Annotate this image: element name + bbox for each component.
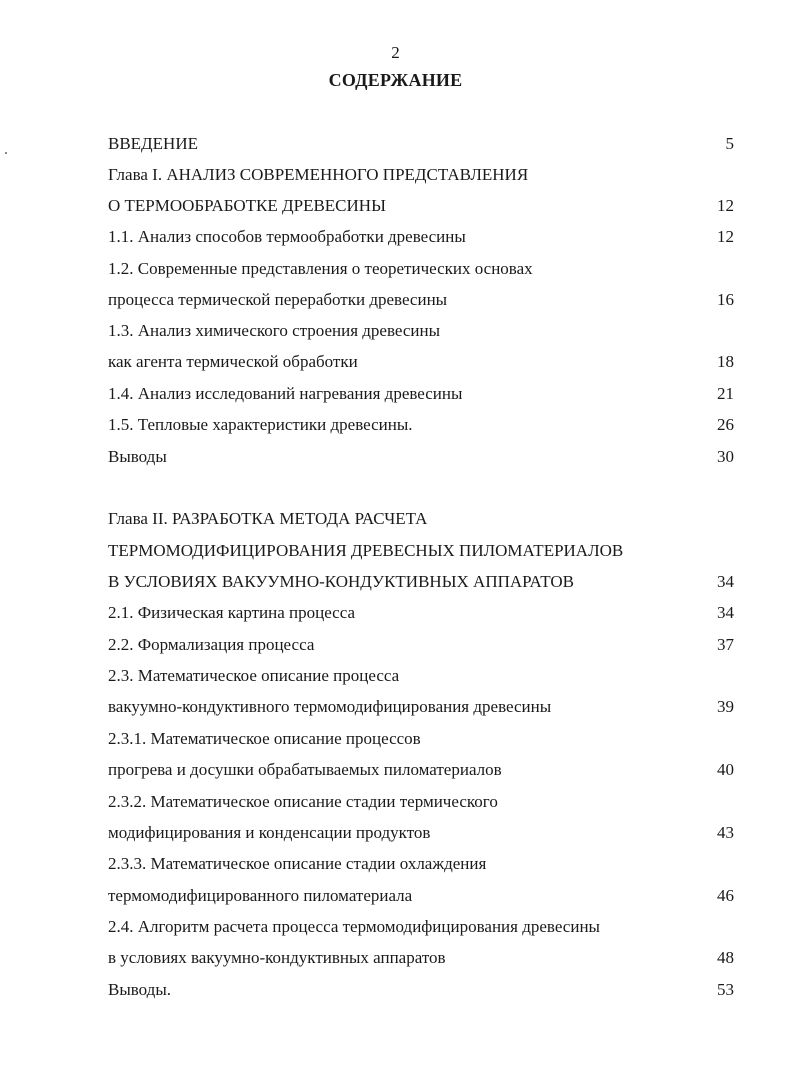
toc-entry-text: вакуумно-кондуктивного термомодифицирования древесины: [108, 697, 552, 716]
toc-entry-text: 2.3.2. Математическое описание стадии термического: [108, 792, 498, 811]
toc-entry-text: 2.3. Математическое описание процесса: [108, 666, 400, 685]
toc-entry-conclusions-2: [108, 978, 734, 1002]
toc-entry-page: 48: [717, 948, 734, 967]
toc-entry-1-2-cont: [108, 288, 734, 312]
toc-entry-2-3-2-cont: [108, 821, 734, 845]
toc-entry-text: 1.4. Анализ исследований нагревания древесины: [108, 384, 463, 403]
toc-entry-2-3-1-cont: [108, 758, 734, 782]
toc-entry-text: 1.5. Тепловые характеристики древесины.: [108, 415, 413, 434]
toc-entry-2-3-3: [108, 852, 734, 876]
toc-entry-text: как агента термической обработки: [108, 352, 358, 371]
toc-entry-text: ВВЕДЕНИЕ: [108, 134, 198, 153]
toc-entry-chapter-1-cont: [108, 194, 734, 218]
toc-entry-2-4-cont: [108, 946, 734, 970]
toc-entry-2-3-1: [108, 727, 734, 751]
toc-entry-text: Выводы.: [108, 980, 172, 999]
toc-entry-chapter-2: [108, 507, 734, 531]
toc-entry-text: процесса термической переработки древесины: [108, 290, 448, 309]
toc-entry-page: 37: [717, 635, 734, 654]
toc-entry-page: 43: [717, 823, 734, 842]
toc-entry-text: модифицирования и конденсации продуктов: [108, 823, 431, 842]
toc-entry-chapter-2-cont: [108, 539, 734, 563]
toc-entry-text: 2.1. Физическая картина процесса: [108, 603, 356, 622]
toc-entry-text: О ТЕРМООБРАБОТКЕ ДРЕВЕСИНЫ: [108, 196, 386, 215]
page-number: 2: [391, 43, 400, 62]
toc-entry-1-1: [108, 225, 734, 249]
toc-entry-2-3-3-cont: [108, 884, 734, 908]
toc-entry-text: Глава I. АНАЛИЗ СОВРЕМЕННОГО ПРЕДСТАВЛЕНИЯ: [108, 165, 529, 184]
toc-entry-page: 39: [717, 697, 734, 716]
toc-entry-page: 40: [717, 760, 734, 779]
toc-entry-text: Глава II. РАЗРАБОТКА МЕТОДА РАСЧЕТА: [108, 509, 428, 528]
toc-entry-text: Выводы: [108, 447, 167, 466]
toc-entry-1-3-cont: [108, 350, 734, 374]
toc-entry-page: 16: [717, 290, 734, 309]
toc-entry-page: 18: [717, 352, 734, 371]
toc-entry-text: 2.2. Формализация процесса: [108, 635, 315, 654]
toc-entry-2-3-cont: [108, 695, 734, 719]
toc-entry-text: термомодифицированного пиломатериала: [108, 886, 413, 905]
toc-entry-page: 12: [717, 227, 734, 246]
scan-speck: [5, 152, 7, 154]
toc-entry-text: В УСЛОВИЯХ ВАКУУМНО-КОНДУКТИВНЫХ АППАРАТОВ: [108, 572, 574, 591]
toc-entry-text: 1.1. Анализ способов термообработки древесины: [108, 227, 466, 246]
toc-entry-2-2: [108, 633, 734, 657]
toc-entry-page: 30: [717, 447, 734, 466]
toc-entry-1-2: [108, 257, 734, 281]
toc-entry-page: 46: [717, 886, 734, 905]
toc-entry-text: ТЕРМОМОДИФИЦИРОВАНИЯ ДРЕВЕСНЫХ ПИЛОМАТЕРИАЛОВ: [108, 541, 624, 560]
toc-entry-text: прогрева и досушки обрабатываемых пиломатериалов: [108, 760, 502, 779]
toc-entry-text: 2.4. Алгоритм расчета процесса термомодифицирования древесины: [108, 917, 600, 936]
toc-entry-1-4: [108, 382, 734, 406]
toc-entry-page: 34: [717, 572, 734, 591]
toc-entry-1-3: [108, 319, 734, 343]
toc-entry-2-3-2: [108, 790, 734, 814]
toc-entry-text: 2.3.1. Математическое описание процессов: [108, 729, 421, 748]
toc-entry-introduction: [108, 132, 734, 156]
toc-entry-2-3: [108, 664, 734, 688]
page-title: СОДЕРЖАНИЕ: [328, 70, 463, 90]
toc-entry-page: 12: [717, 196, 734, 215]
toc-entry-text: 2.3.3. Математическое описание стадии охлаждения: [108, 854, 487, 873]
toc-entry-page: 53: [717, 980, 734, 999]
toc-entry-text: в условиях вакуумно-кондуктивных аппаратов: [108, 948, 446, 967]
toc-entry-page: 26: [717, 415, 734, 434]
toc-entry-page: 5: [725, 134, 734, 153]
toc-entry-2-4: [108, 915, 734, 939]
toc-entry-text: 1.2. Современные представления о теоретических основах: [108, 259, 533, 278]
toc-entry-page: 21: [717, 384, 734, 403]
toc-entry-1-5: [108, 413, 734, 437]
toc-entry-conclusions-1: [108, 445, 734, 469]
toc-entry-2-1: [108, 601, 734, 625]
toc-entry-chapter-2-cont2: [108, 570, 734, 594]
toc-entry-page: 34: [717, 603, 734, 622]
toc-entry-text: 1.3. Анализ химического строения древесины: [108, 321, 441, 340]
toc-entry-chapter-1: [108, 163, 734, 187]
